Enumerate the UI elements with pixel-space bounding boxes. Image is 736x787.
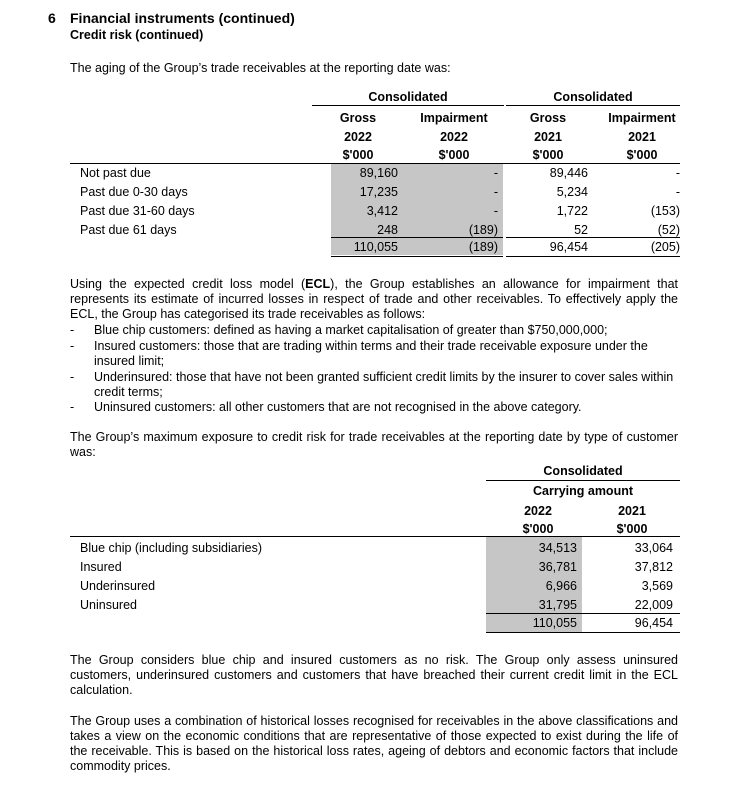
header-gross-2022: Gross 2022 $'000: [339, 111, 377, 162]
rule: [486, 480, 680, 481]
aging-row-label: Not past due: [80, 166, 151, 180]
aging-cell: 3,412: [366, 204, 398, 218]
rule: [506, 256, 680, 257]
aging-total: 96,454: [549, 240, 588, 254]
aging-cell: (189): [468, 223, 498, 237]
aging-total: (205): [650, 240, 680, 254]
aging-group-2022: Consolidated: [368, 90, 448, 104]
aging-row-label: Past due 0-30 days: [80, 185, 188, 199]
exposure-cell: 33,064: [634, 541, 673, 555]
aging-row-label: Past due 61 days: [80, 223, 177, 237]
exposure-cell: 37,812: [634, 560, 673, 574]
aging-cell: -: [675, 166, 680, 180]
aging-group-2021: Consolidated: [553, 90, 633, 104]
exposure-subgroup: Carrying amount: [532, 484, 633, 498]
aging-intro: The aging of the Group’s trade receivables at the reporting date was:: [70, 61, 451, 75]
header-gross-2021: Gross 2021 $'000: [529, 111, 567, 162]
header-2022: 2022 $'000: [522, 504, 554, 536]
exposure-group: Consolidated: [543, 464, 623, 478]
ecl-paragraph: Using the expected credit loss model (ECL), the Group establishes an allowance for impairment that represents its estimate of incurred losses in respect of trade and other receivables. To effectively apply the ECL, the Group has categorised its trade receivables as follows:: [70, 277, 678, 321]
rule: [486, 632, 680, 633]
header-impairment-2022: Impairment 2022 $'000: [420, 111, 488, 162]
aging-cell: -: [675, 185, 680, 199]
aging-row-label: Past due 31-60 days: [80, 204, 195, 218]
rule: [312, 105, 504, 106]
rule: [506, 237, 680, 238]
rule: [70, 163, 680, 164]
list-item: Blue chip customers: defined as having a market capitalisation of greater than $750,000,000;: [94, 323, 608, 337]
exposure-intro: The Group’s maximum exposure to credit risk for trade receivables at the reporting date by type of customer was:: [70, 430, 678, 459]
aging-cell: 5,234: [556, 185, 588, 199]
exposure-cell: 6,966: [545, 579, 577, 593]
aging-cell: 1,722: [556, 204, 588, 218]
rule: [486, 613, 680, 614]
risk-paragraph: The Group considers blue chip and insured customers as no risk. The Group only assess uninsured customers, underinsured customers and customers that have breached their current credit limit in the ECL calculation.: [70, 653, 678, 697]
exposure-total: 110,055: [532, 616, 577, 630]
header-impairment-2021: Impairment 2021 $'000: [608, 111, 676, 162]
method-paragraph: The Group uses a combination of historical losses recognised for receivables in the above classifications and takes a view on the economic conditions that are representative of those expected to exist during the life of the receivable. This is based on the historical loss rates, ageing of debtors and economic factors that include commodity prices.: [70, 714, 678, 773]
aging-cell: 52: [574, 223, 588, 237]
aging-cell: 89,160: [359, 166, 398, 180]
bullet-marker: -: [70, 370, 75, 384]
aging-cell: 248: [377, 223, 398, 237]
rule: [70, 536, 680, 537]
aging-total: 110,055: [353, 240, 398, 254]
aging-cell: 89,446: [549, 166, 588, 180]
exposure-row-label: Blue chip (including subsidiaries): [80, 541, 263, 555]
bullet-marker: -: [70, 339, 75, 353]
list-item: Underinsured: those that have not been granted sufficient credit limits by the insurer to cover sales within credit terms;: [94, 370, 674, 399]
aging-cell: -: [493, 204, 498, 218]
rule: [331, 256, 503, 257]
exposure-cell: 34,513: [538, 541, 577, 555]
aging-cell: (153): [650, 204, 680, 218]
rule: [331, 237, 503, 238]
aging-cell: -: [493, 185, 498, 199]
exposure-cell: 36,781: [538, 560, 577, 574]
exposure-cell: 3,569: [641, 579, 673, 593]
list-item: Uninsured customers: all other customers that are not recognised in the above category.: [94, 400, 582, 414]
exposure-total: 96,454: [634, 616, 673, 630]
section-subtitle: Credit risk (continued): [70, 28, 204, 42]
exposure-row-label: Insured: [80, 560, 122, 574]
exposure-cell: 31,795: [538, 598, 577, 612]
rule: [506, 105, 680, 106]
aging-cell: 17,235: [359, 185, 398, 199]
exposure-row-label: Underinsured: [80, 579, 156, 593]
exposure-cell: 22,009: [634, 598, 673, 612]
aging-cell: (52): [657, 223, 680, 237]
header-2021: 2021 $'000: [616, 504, 648, 536]
bullet-marker: -: [70, 400, 75, 414]
aging-cell: -: [493, 166, 498, 180]
exposure-row-label: Uninsured: [80, 598, 137, 612]
aging-total: (189): [468, 240, 498, 254]
section-number: 6: [48, 10, 56, 26]
bullet-marker: -: [70, 323, 75, 337]
section-title: Financial instruments (continued): [70, 10, 295, 26]
list-item: Insured customers: those that are trading within terms and their trade receivable exposure under the insured limit;: [94, 339, 648, 368]
